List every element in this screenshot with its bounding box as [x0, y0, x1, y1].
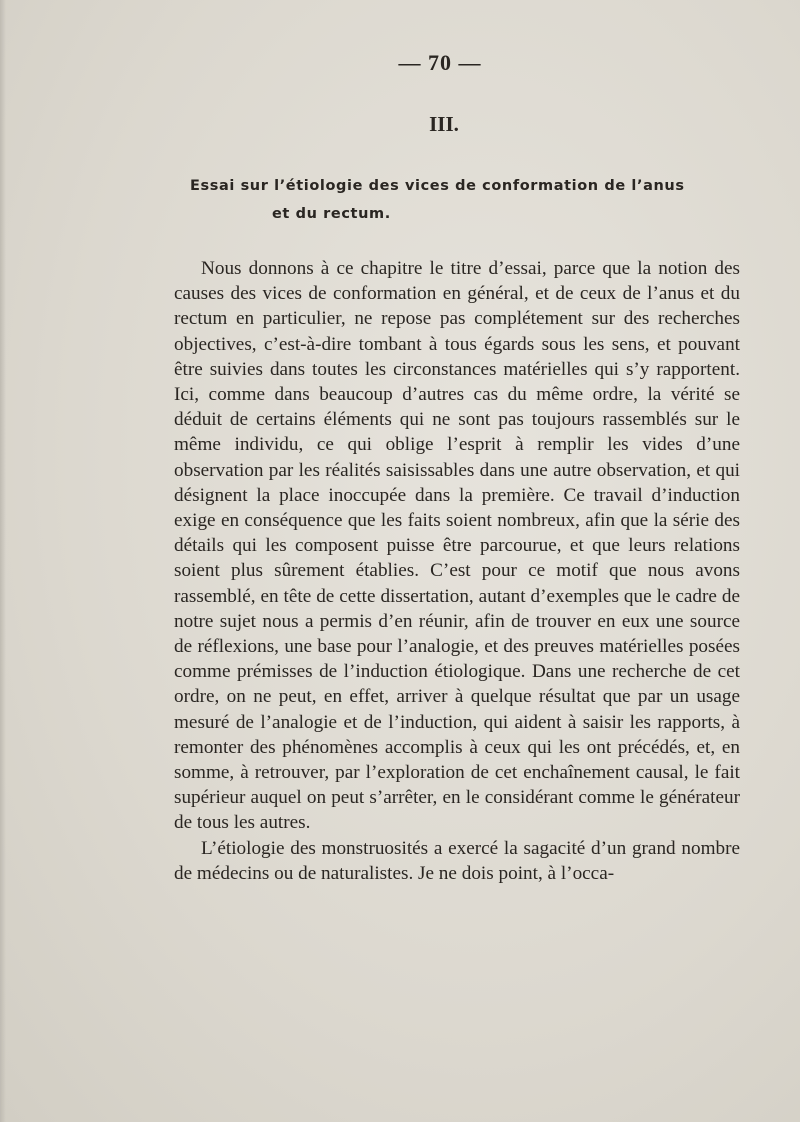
section-title-line-1: Essai sur l’étiologie des vices de conformation de l’anus [190, 178, 685, 194]
section-title-line-2: et du rectum. [272, 206, 391, 222]
page-number: — 70 — [398, 50, 482, 75]
page-edge-shadow [0, 0, 6, 1122]
paragraph-1: Nous donnons à ce chapitre le titre d’essai, parce que la notion des causes des vices de conformation en général, et de ceux de l’anus et du rectum en particulier, ne repose pas complétement sur des recherches objectives, c’est-à-dire tombant à tous égards sous les sens, et pouvant être suivies dans toutes les circonstances matérielles qui s’y rapportent. Ici, comme dans beaucoup d’autres cas du même ordre, la vérité se déduit de certains éléments qui ne sont pas toujours rassemblés sur le même individu, ce qui oblige l’esprit à remplir les vides d’une observation par les réalités saisissables dans une autre observation, et qui désignent la place inoccupée dans la première. Ce travail d’induction exige en conséquence que les faits soient nombreux, afin que la série des détails qui les composent puisse être parcourue, et que leurs relations soient plus sûrement établies. C’est pour ce motif que nous avons rassemblé, en tête de cette dissertation, autant d’exemples que le cadre de notre sujet nous a permis d’en réunir, afin de trouver en eux une source de réflexions, une base pour l’analogie, et des preuves matérielles posées comme prémisses de l’induction étiologique. Dans une recherche de cet ordre, on ne peut, en effet, arriver à quelque résultat que par un usage mesuré de l’analogie et de l’induction, qui aident à saisir les rapports, à remonter des phénomènes accomplis à ceux qui les ont précédés, et, en somme, à retrouver, par l’exploration de cet enchaînement causal, le fait supérieur auquel on peut s’arrêter, en le considérant comme le générateur de tous les autres. [174, 258, 740, 834]
section-number: III. [429, 112, 459, 136]
section-title [190, 172, 730, 228]
paragraph-2: L’étiologie des monstruosités a exercé la sagacité d’un grand nombre de médecins ou de naturalistes. Je ne dois point, à l’occa- [174, 837, 740, 884]
body-text [174, 256, 740, 886]
